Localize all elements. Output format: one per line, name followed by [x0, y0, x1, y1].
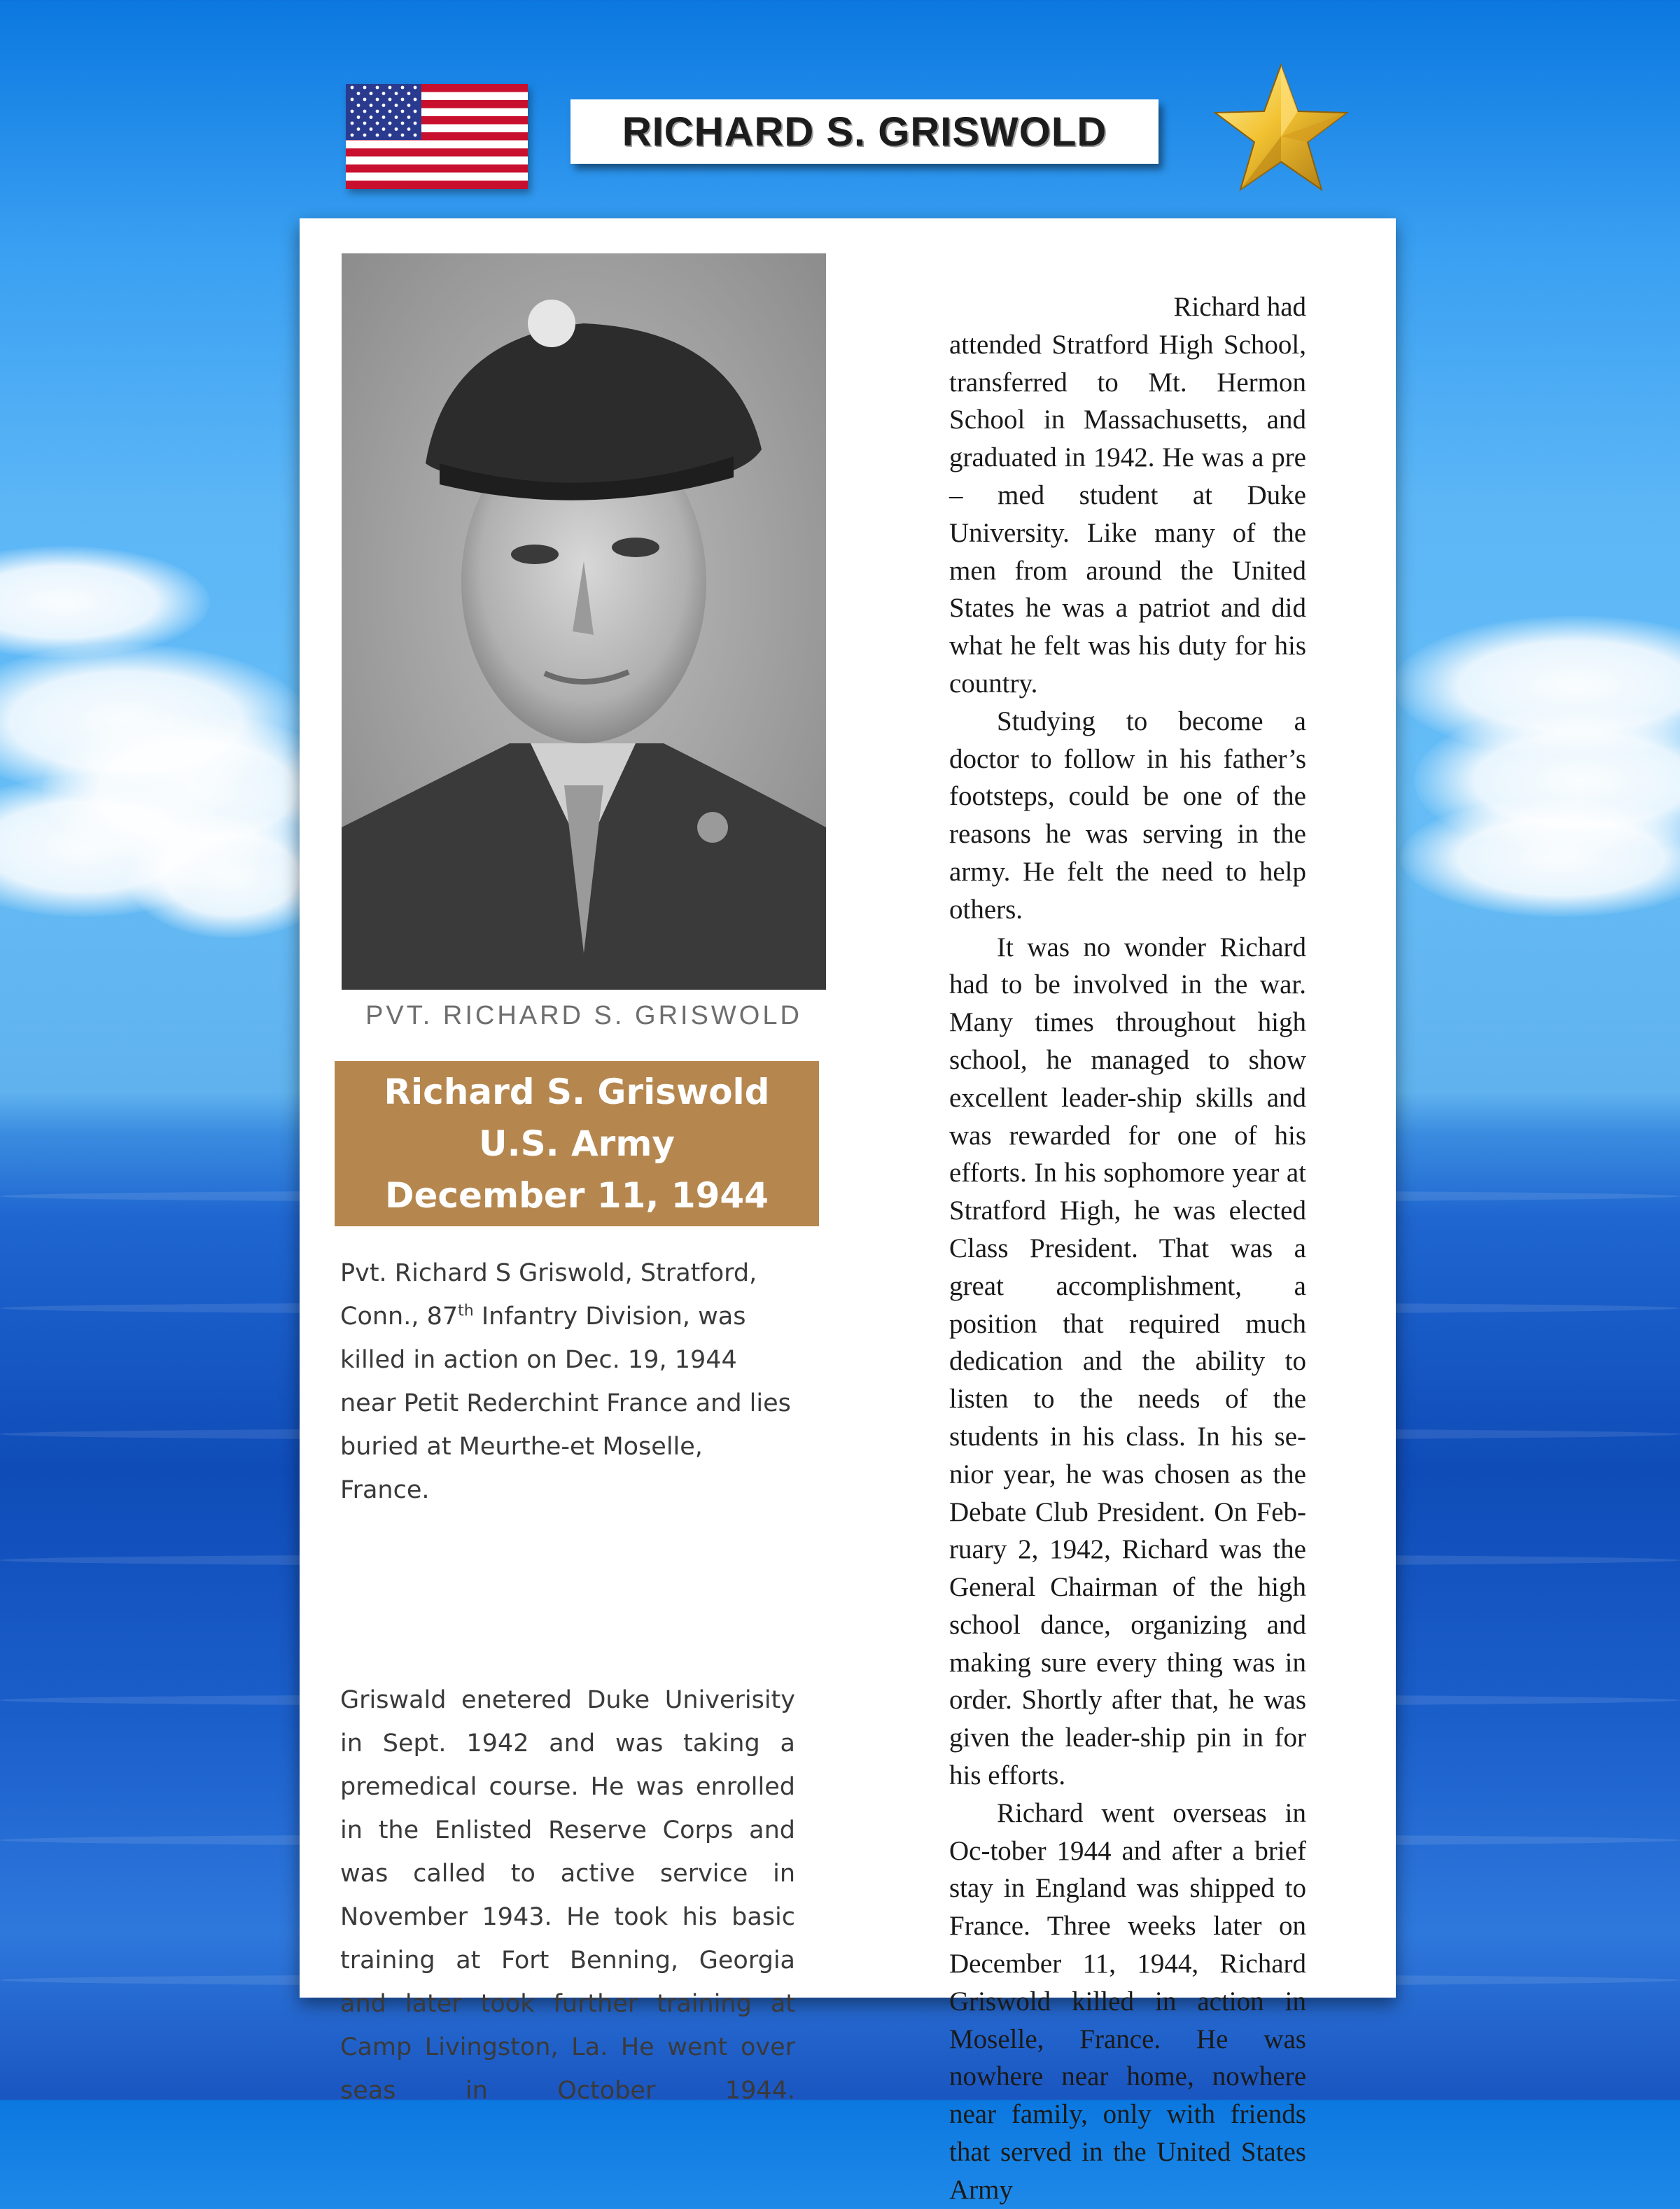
flag-star — [370, 127, 373, 131]
service-branch: U.S. Army — [478, 1123, 676, 1164]
flag-star — [401, 134, 405, 137]
flag-star — [376, 86, 379, 90]
flag-star — [395, 92, 398, 95]
flag-star — [351, 134, 354, 137]
flag-star — [357, 127, 360, 131]
flag-star — [351, 110, 354, 113]
left-article-para2: Griswald enetered Duke Univerisity in Sept. 1942 and was taking a premedical course. He was enrolled in the Enlisted Reserve Corps and was called to active service in November 1943. He took his basic training at Fort Benning, Georgia and later took further training at Camp Livingston, La. He went over seas in October 1944. — [340, 1686, 795, 2105]
flag-star — [407, 92, 411, 95]
flag-star — [414, 110, 417, 113]
flag-star — [388, 122, 392, 125]
us-flag-icon — [346, 84, 528, 189]
flag-star — [370, 104, 373, 107]
flag-star — [395, 104, 398, 107]
flag-star — [401, 110, 405, 113]
right-article-para4: Richard went overseas in Oc-tober 1944 and after a brief stay in England was shipped to France. Three weeks later on December 11, 1944, Richard Griswold killed in action in Moselle, France. He was nowhere near home, nowhere near family, only with friends that served in the United States Army — [949, 1797, 1306, 2205]
flag-star — [401, 122, 405, 125]
flag-star — [376, 110, 379, 113]
flag-star — [357, 115, 360, 119]
flag-star — [351, 86, 354, 90]
flag-star — [363, 134, 367, 137]
flag-star — [370, 92, 373, 95]
flag-star — [357, 104, 360, 107]
flag-star — [382, 104, 386, 107]
flag-star — [376, 122, 379, 125]
flag-star — [351, 122, 354, 125]
flag-star — [382, 127, 386, 131]
right-article-para1: attended Stratford High School, transferred to Mt. Hermon School in Massachusetts, and graduated in 1942. He was a pre – med student at Duke University. Like many of the men from around the United States he was a patriot and did what he felt was his duty for his country. — [949, 329, 1306, 699]
flag-star — [363, 110, 367, 113]
flag-star — [395, 115, 398, 119]
photo-caption: PVT. RICHARD S. GRISWOLD — [365, 1001, 802, 1030]
flag-star — [401, 98, 405, 101]
name-title: RICHARD S. GRISWOLD — [622, 108, 1107, 155]
flag-star — [407, 115, 411, 119]
flag-star — [414, 86, 417, 90]
flag-star — [382, 92, 386, 95]
flag-star — [407, 127, 411, 131]
flag-star — [388, 98, 392, 101]
right-article — [949, 288, 1306, 2209]
service-date: December 11, 1944 — [385, 1175, 769, 1216]
left-article-para1: Pvt. Richard S Griswold, Stratford, Conn., 87th Infantry Division, was killed in action on Dec. 19, 1944 near Petit Rederchint France and lies buried at Meurthe-et Moselle, France. — [340, 1259, 791, 1504]
soldier-portrait-photo — [342, 253, 826, 990]
flag-star — [388, 134, 392, 137]
flag-star — [401, 86, 405, 90]
right-article-para2: Studying to become a doctor to follow in his father’s footsteps, could be one of the reasons he was serving in the army. He felt the need to help others. — [949, 706, 1306, 925]
flag-star — [414, 122, 417, 125]
memorial-card — [300, 218, 1396, 2205]
flag-star — [370, 115, 373, 119]
flag-star — [357, 92, 360, 95]
flag-star — [363, 98, 367, 101]
flag-star — [395, 127, 398, 131]
flag-star — [376, 98, 379, 101]
flag-star — [363, 86, 367, 90]
right-article-para3: It was no wonder Richard had to be involved in the war. Many times throughout high school, he managed to show excellent leader-ship skills and was rewarded for one of his efforts. In his sophomore year at Stratford High, he was elected Class President. That was a great accomplishment, a position that required much dedication and the ability to listen to the needs of the students in his class. In his se-nior year, he was chosen as the Debate Club President. On Feb-ruary 2, 1942, Richard was the General Chairman of the high school dance, organizing and making sure every thing was in order. Shortly after that, he was given the leader-ship pin in for his efforts. — [949, 932, 1306, 1791]
gold-star-icon — [1211, 59, 1351, 199]
flag-star — [388, 110, 392, 113]
flag-star — [351, 98, 354, 101]
flag-star — [382, 115, 386, 119]
flag-star — [414, 134, 417, 137]
service-info-box — [335, 1061, 819, 1226]
flag-star — [407, 104, 411, 107]
flag-star — [376, 134, 379, 137]
flag-star — [388, 86, 392, 90]
name-title-banner — [570, 99, 1158, 164]
right-article-lead: Richard had — [1173, 292, 1306, 322]
service-name: Richard S. Griswold — [384, 1072, 770, 1112]
flag-star — [414, 98, 417, 101]
flag-star — [363, 122, 367, 125]
